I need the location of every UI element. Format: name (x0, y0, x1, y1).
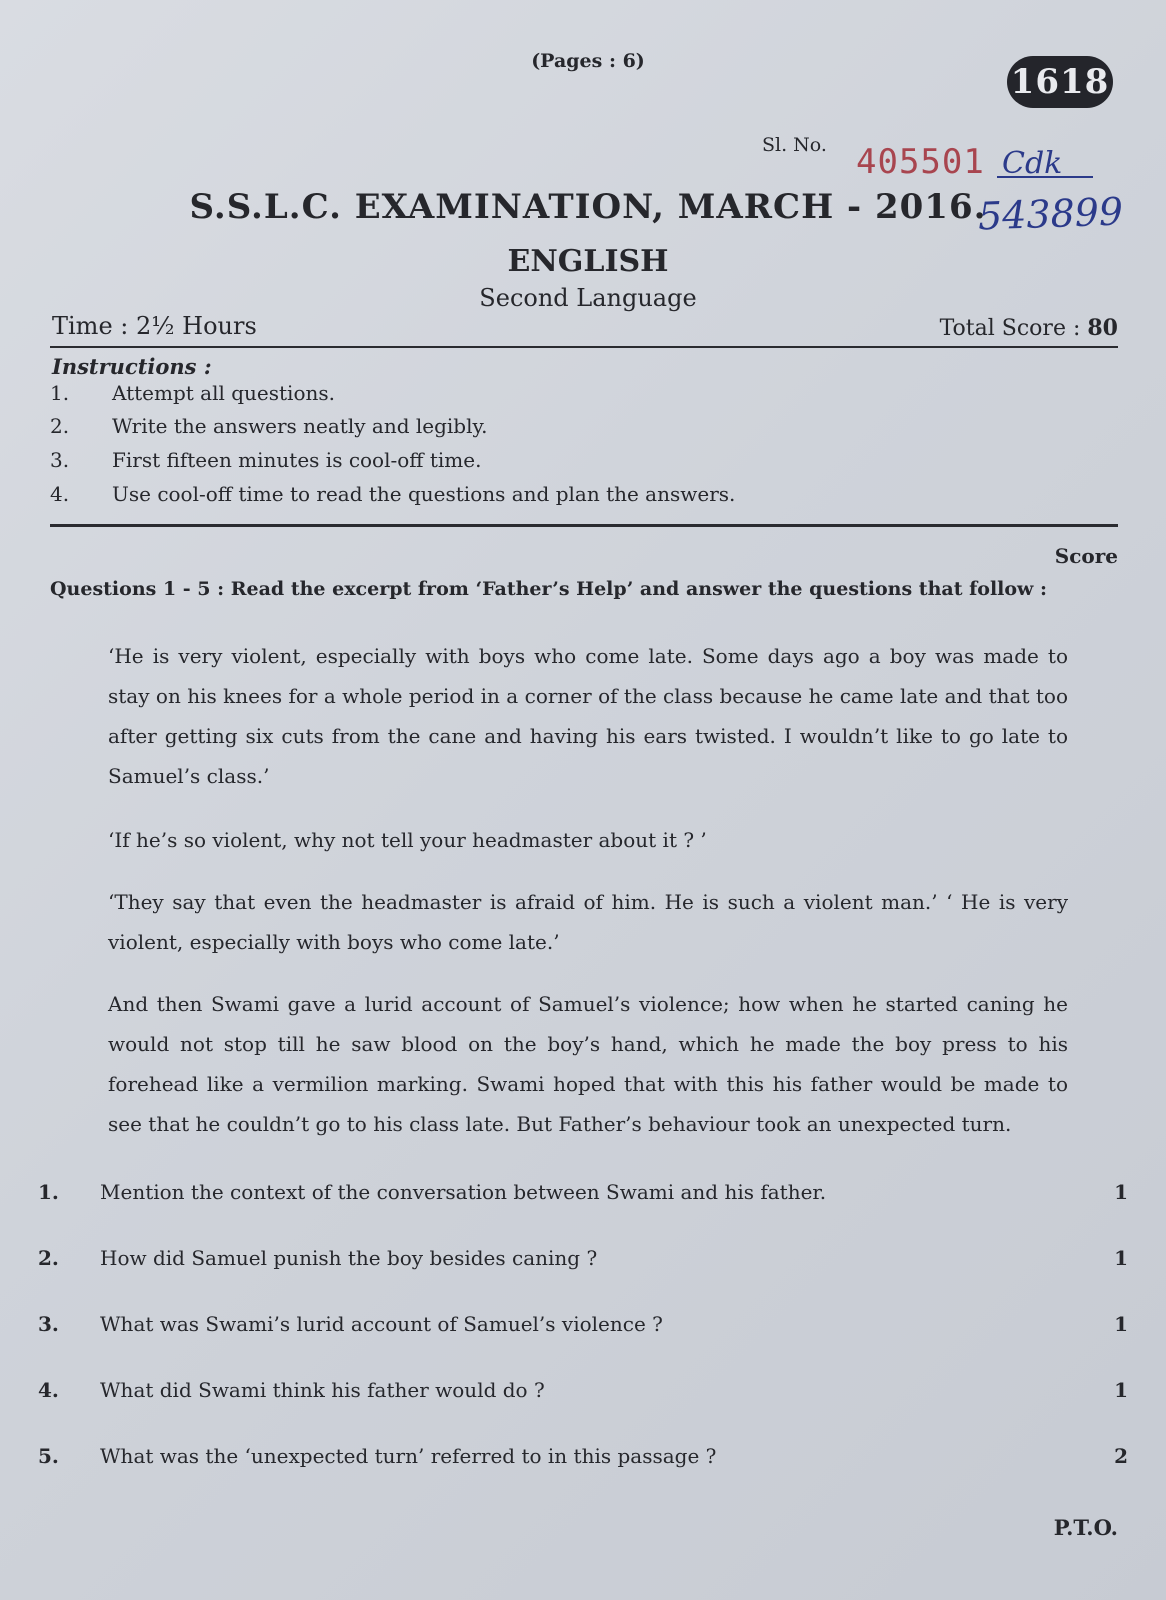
question-score: 1 (1114, 1312, 1128, 1336)
question-text: What was Swami’s lurid account of Samuel’s violence ? (100, 1312, 663, 1336)
total-score-label: Total Score : (939, 316, 1088, 341)
question-number: 5. (38, 1444, 59, 1468)
subject-subtitle: Second Language (479, 284, 697, 312)
instructions-divider (50, 524, 1118, 527)
question-score: 1 (1114, 1378, 1128, 1402)
passage-paragraph: ‘He is very violent, especially with boys who come late. Some days ago a boy was made to stay on his knees for a whole period in a corner of the class because he came late and that too after getting six cuts from the cane and having his ears twisted. I wouldn’t like to go late to Samuel’s class.’ (108, 644, 1068, 788)
question-number: 2. (38, 1246, 59, 1270)
question-item (38, 1312, 1128, 1336)
paper-code-badge: 1618 (1007, 56, 1113, 108)
question-item (38, 1378, 1128, 1402)
question-item (38, 1180, 1128, 1204)
question-text: What was the ‘unexpected turn’ referred to in this passage ? (100, 1444, 717, 1468)
question-item (38, 1444, 1128, 1468)
instructions-heading: Instructions : (52, 354, 212, 379)
question-item (38, 1246, 1128, 1270)
total-score (940, 315, 1118, 341)
instruction-item: 4. Use cool-off time to read the questions and plan the answers. (50, 482, 736, 506)
serial-number-label: Sl. No. (762, 134, 827, 156)
pages-count: (Pages : 6) (531, 50, 645, 72)
instruction-item: 2. Write the answers neatly and legibly. (50, 414, 488, 438)
handwritten-register-number: 543899 (977, 189, 1124, 239)
question-text: Mention the context of the conversation between Swami and his father. (100, 1180, 827, 1204)
instruction-item: 3. First fifteen minutes is cool-off time. (50, 448, 482, 472)
header-divider (50, 346, 1118, 348)
passage-paragraph: And then Swami gave a lurid account of Samuel’s violence; how when he started caning he would not stop till he saw blood on the boy’s hand, which he made the boy press to his forehead like a vermilion marking. Swami hoped that with this his father would be made to see that he couldn’t go to his class late. But Father’s behaviour took an unexpected turn. (108, 992, 1068, 1136)
passage-paragraph: ‘They say that even the headmaster is afraid of him. He is such a violent man.’ ‘ He is very violent, especially with boys who come late.’ (108, 890, 1068, 954)
question-score: 1 (1114, 1180, 1128, 1204)
total-score-value: 80 (1087, 315, 1118, 341)
question-number: 3. (38, 1312, 59, 1336)
please-turn-over: P.T.O. (1053, 1515, 1118, 1540)
section-heading: Questions 1 - 5 : Read the excerpt from ‘Father’s Help’ and answer the questions that follow : (50, 578, 1048, 600)
question-number: 1. (38, 1180, 59, 1204)
exam-title: S.S.L.C. EXAMINATION, MARCH - 2016. (189, 187, 987, 227)
passage-paragraph: ‘If he’s so violent, why not tell your headmaster about it ? ’ (108, 828, 707, 852)
question-score: 1 (1114, 1246, 1128, 1270)
question-text: What did Swami think his father would do ? (100, 1378, 545, 1402)
time-allowed: Time : 2½ Hours (52, 312, 257, 340)
instruction-item: 1. Attempt all questions. (50, 381, 335, 405)
handwritten-initials: Cdk (1002, 146, 1063, 181)
question-text: How did Samuel punish the boy besides caning ? (100, 1246, 598, 1270)
subject-title: ENGLISH (507, 244, 669, 279)
question-score: 2 (1114, 1444, 1128, 1468)
serial-number-stamp: 405501 (856, 142, 985, 182)
handwritten-underline (997, 176, 1093, 178)
question-number: 4. (38, 1378, 59, 1402)
score-column-heading: Score (1054, 544, 1118, 568)
